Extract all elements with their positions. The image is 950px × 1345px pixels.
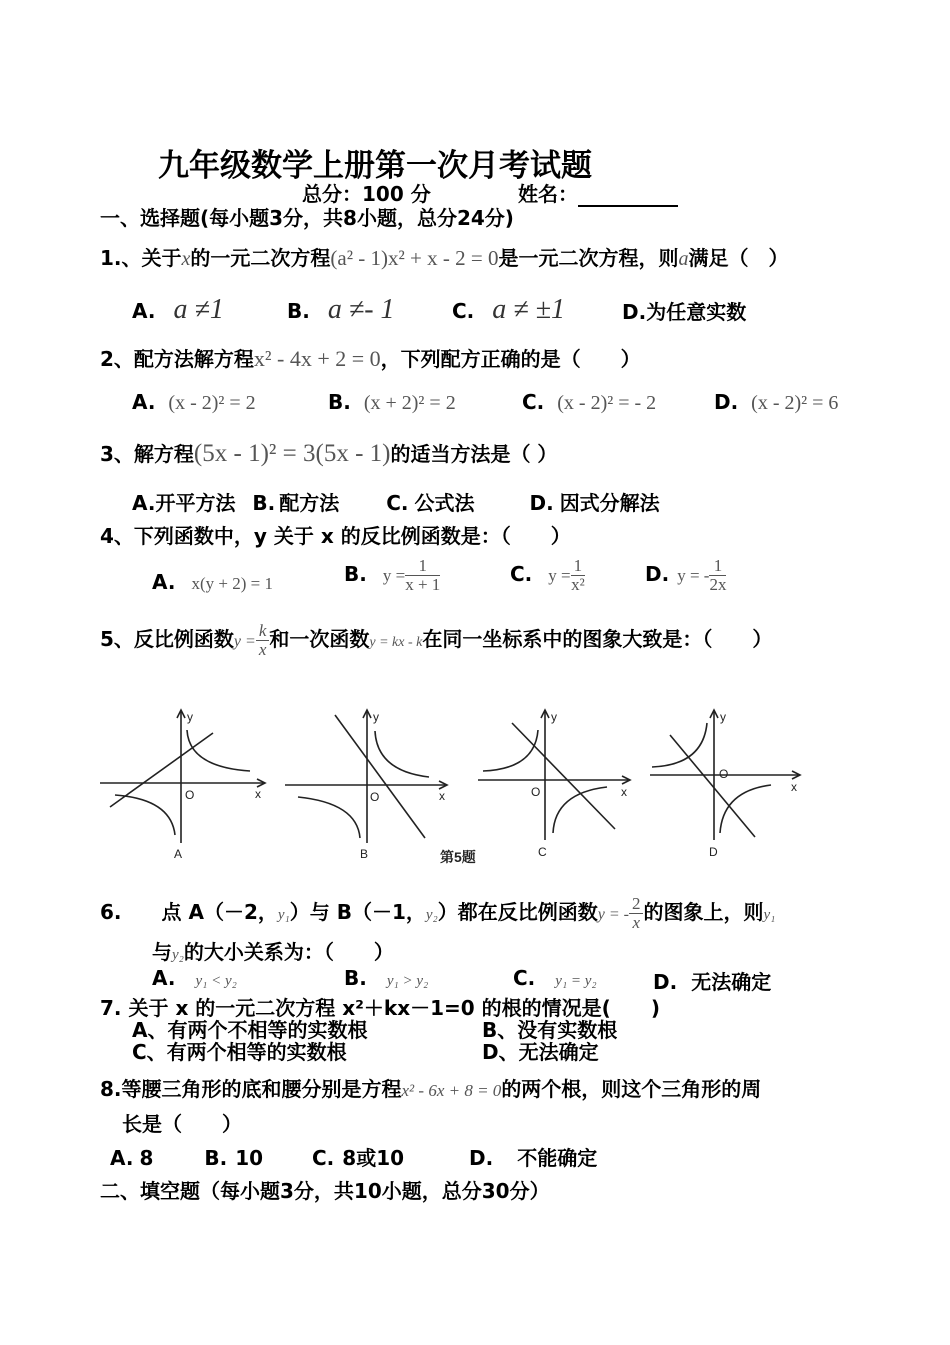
graph-d-origin: O — [719, 767, 729, 781]
q6-option-b: B. y₁ > y₂ — [344, 966, 429, 990]
question-6-stem-line2: 与y₂的大小关系为：（ ） — [152, 940, 394, 964]
graph-a-label: A — [174, 847, 183, 861]
q4-option-a: A. x(y + 2) = 1 — [152, 570, 273, 594]
q4-option-c: C. y = $\frac{1}{\text{x²}}$ — [510, 556, 585, 594]
graph-a-x-label: x — [255, 787, 261, 801]
q1-option-c: C. a ≠ ±1 — [452, 294, 566, 325]
q4-option-d: D. y = - $\frac{1}{2x}$ — [645, 556, 727, 594]
name-label: 姓名： — [518, 182, 578, 206]
name-field — [518, 178, 678, 207]
q7-option-a: A、有两个不相等的实数根 — [132, 1018, 368, 1042]
q2-option-a: A. (x - 2)² = 2 — [132, 390, 256, 414]
q7-option-d: D、无法确定 — [482, 1040, 599, 1064]
graph-b-origin: O — [370, 790, 380, 804]
graph-c-origin: O — [531, 785, 541, 799]
graph-d-label: D — [709, 845, 718, 859]
q7-option-b: B、没有实数根 — [482, 1018, 618, 1042]
graph-b-x-label: x — [439, 789, 445, 803]
question-4-stem: 4、下列函数中，y 关于 x 的反比例函数是：（ ） — [100, 524, 571, 548]
q4-option-b: B. y = $\frac{1}{x + 1}$ — [344, 556, 441, 594]
question-8-stem: 8.等腰三角形的底和腰分别是方程x² - 6x + 8 = 0的两个根，则这个三角形的周 — [100, 1077, 762, 1101]
q3-equation: (5x - 1)² = 3(5x - 1) — [193, 440, 391, 467]
question-2-stem: 2、配方法解方程x² - 4x + 2 = 0，下列配方正确的是（ ） — [100, 346, 641, 371]
graph-c-label: C — [538, 845, 547, 859]
graph-b-hyperbola-q1 — [375, 731, 429, 777]
question-7-stem: 7. 关于 x 的一元二次方程 x²＋kx－1=0 的根的情况是( ) — [100, 996, 660, 1020]
graph-b-label: B — [360, 847, 369, 861]
q2-option-c: C. (x - 2)² = - 2 — [522, 390, 657, 414]
graph-a-hyperbola-q1 — [187, 730, 250, 771]
graph-a — [100, 710, 265, 843]
graph-b-hyperbola-q3 — [298, 797, 360, 838]
question-3-stem: 3、解方程(5x - 1)² = 3(5x - 1)的适当方法是（ ） — [100, 440, 558, 467]
q2-equation: x² - 4x + 2 = 0 — [253, 346, 381, 371]
graph-b-line — [335, 715, 425, 838]
total-score: 总分：100 分 — [302, 182, 431, 206]
figure-caption: 第5题 — [440, 849, 476, 865]
q7-option-c: C、有两个相等的实数根 — [132, 1040, 347, 1064]
graph-a-hyperbola-q3 — [115, 795, 175, 835]
graph-c-hyperbola-q2 — [483, 730, 538, 771]
section2-heading: 二、填空题（每小题3分，共10小题，总分30分） — [100, 1179, 550, 1203]
graph-a-y-label: y — [187, 710, 193, 724]
q1-equation: (a² - 1)x² + x - 2 = 0 — [330, 246, 499, 270]
q3-options: A.开平方法 B. 配方法 C. 公式法 D. 因式分解法 — [132, 491, 660, 515]
page-title: 九年级数学上册第一次月考试题 — [158, 148, 592, 183]
graph-a-origin: O — [185, 788, 195, 802]
graph-a-line — [110, 733, 213, 807]
q5-graphs — [95, 705, 815, 870]
graph-c-x-label: x — [621, 785, 627, 799]
graph-d-y-label: y — [720, 710, 726, 724]
q2-option-b: B. (x + 2)² = 2 — [328, 390, 456, 414]
graph-c-y-label: y — [551, 710, 557, 724]
graph-c-line — [512, 723, 615, 829]
graph-b — [285, 710, 447, 843]
question-6-stem: 6. 点 A（－2，y₁）与 B（－1，y₂）都在反比例函数y = - $\frac{2}{x}$ 的图象上，则y₁ — [100, 894, 776, 932]
q1-option-d: D.为任意实数 — [622, 300, 747, 324]
question-5-stem: 5、反比例函数y = $\frac{k}{x}$ 和一次函数y = kx - k在同一坐标系中的图象大致是：（ ） — [100, 621, 773, 659]
graph-d-x-label: x — [791, 780, 797, 794]
q2-option-d: D. (x - 2)² = 6 — [714, 390, 839, 414]
question-8-stem-line2: 长是（ ） — [122, 1112, 242, 1136]
q1-option-a: A. a ≠1 — [132, 294, 224, 325]
graph-b-y-label: y — [373, 710, 379, 724]
graph-d-line — [670, 735, 755, 837]
q6-option-d: D. 无法确定 — [653, 970, 772, 994]
q6-option-c: C. y₁ = y₂ — [513, 966, 597, 990]
graph-c — [478, 710, 630, 840]
name-blank — [578, 187, 678, 207]
q8-options: A. 8 B. 10 C. 8或10 D. 不能确定 — [110, 1146, 598, 1170]
section1-heading: 一、选择题(每小题3分，共8小题，总分24分) — [100, 206, 514, 230]
q6-option-a: A. y₁ < y₂ — [152, 966, 237, 990]
question-1-stem: 1.、关于x的一元二次方程(a² - 1)x² + x - 2 = 0是一元二次方程，则a满足（ ） — [100, 246, 789, 270]
q1-option-b: B. a ≠- 1 — [287, 294, 395, 325]
graph-d-hyperbola-q2 — [652, 723, 707, 767]
